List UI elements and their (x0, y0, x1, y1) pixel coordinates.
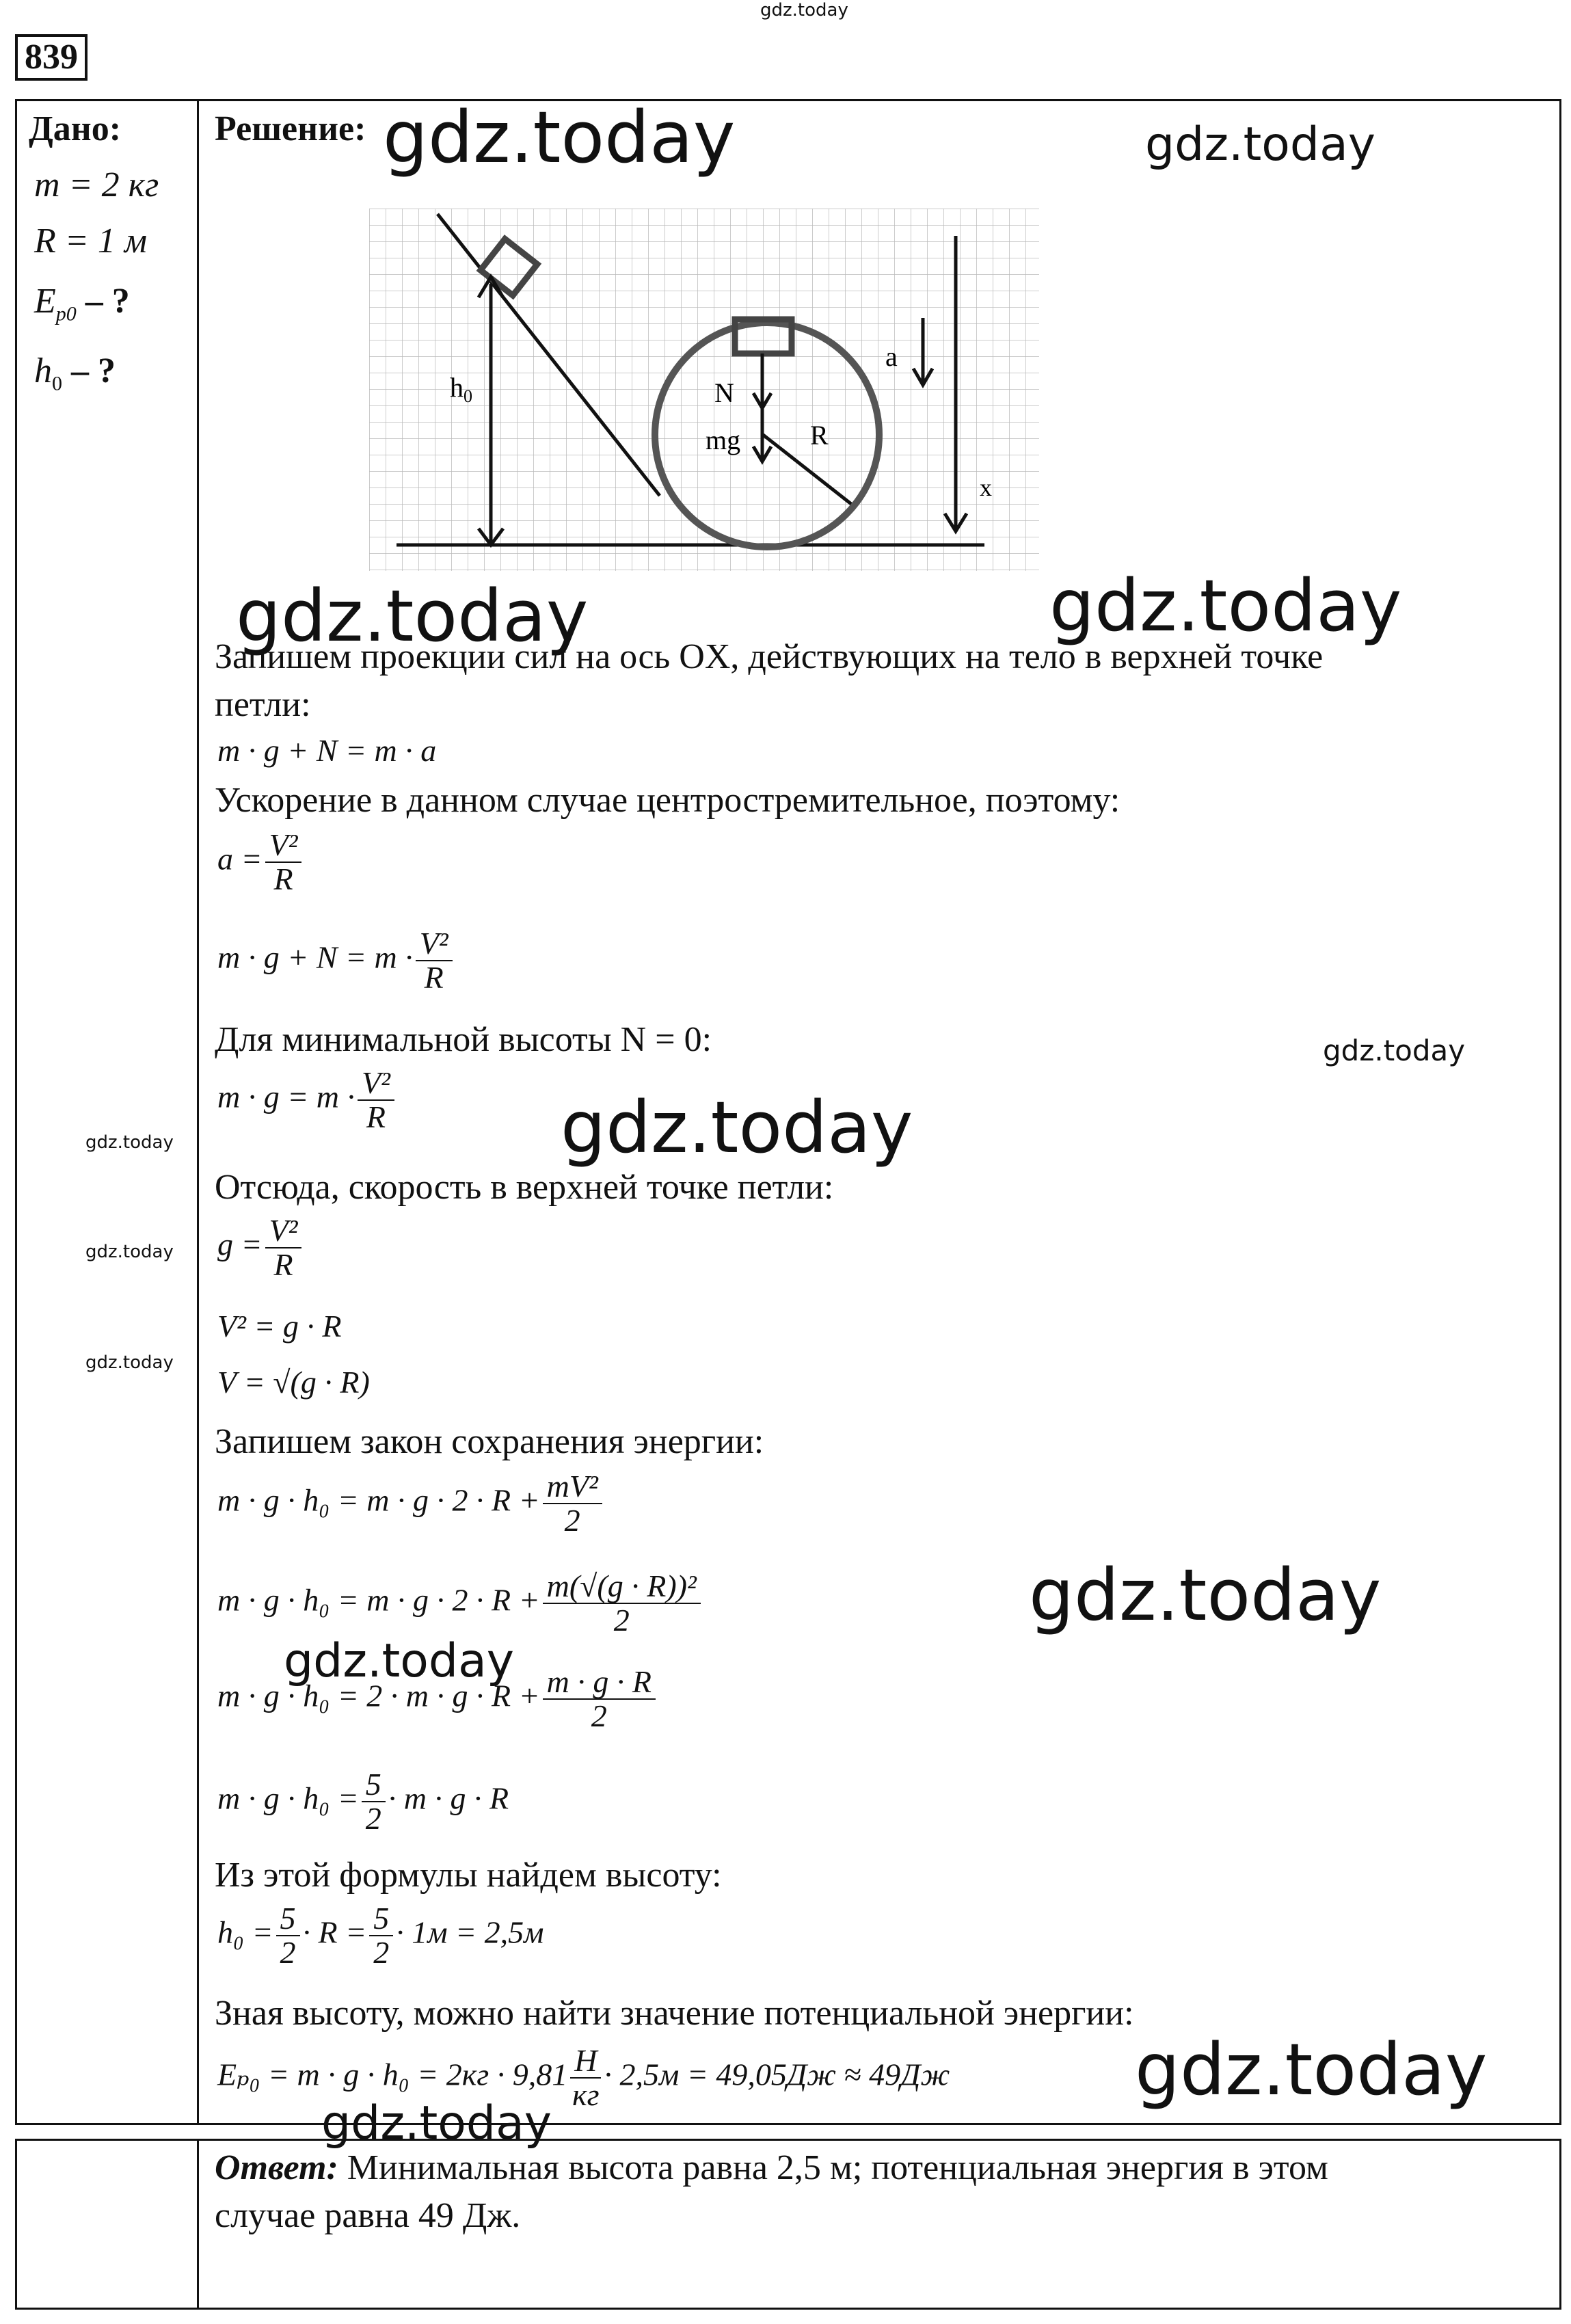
answer-line-2: случае равна 49 Дж. (215, 2196, 521, 2235)
para-2: Ускорение в данном случае центростремительное, поэтому: (215, 781, 1120, 820)
para-5: Запишем закон сохранения энергии: (215, 1422, 764, 1461)
given-radius: R = 1 м (34, 222, 148, 261)
watermark: gdz.today (236, 574, 589, 658)
answer-line-1: Ответ: Минимальная высота равна 2,5 м; потенциальная энергия в этом (215, 2148, 1328, 2187)
watermark: gdz.today (85, 1132, 174, 1153)
watermark: gdz.today (1323, 1034, 1466, 1067)
formula-13: Eₚ₀ = m · g · h₀ = 2кг · 9,81 $\frac{Н}{кг}$ · 2,5м = 49,05Дж ≈ 49Дж (217, 2043, 950, 2112)
mg-label: mg (706, 425, 741, 455)
para-3: Для минимальной высоты N = 0: (215, 1020, 712, 1059)
formula-2: a = $\frac{\text{V²}}{R}$ (217, 829, 304, 896)
site-label: gdz.today (760, 0, 848, 21)
problem-number: 839 (15, 34, 88, 81)
watermark: gdz.today (1145, 118, 1375, 172)
watermark: gdz.today (1135, 2028, 1488, 2111)
watermark: gdz.today (383, 96, 736, 179)
formula-9: m · g · h₀ = m · g · 2 · R + $\frac{\text{m(√(g · R))²}}{2}$ (217, 1570, 703, 1637)
formula-1: m · g + N = m · a (217, 733, 437, 768)
formula-3: m · g + N = m · $\frac{\text{V²}}{R}$ (217, 927, 455, 994)
para-7: Зная высоту, можно найти значение потенциальной энергии: (215, 1994, 1134, 2033)
watermark: gdz.today (561, 1086, 913, 1169)
h0-label: $h_0$ (450, 372, 472, 406)
loop-diagram (369, 209, 1039, 578)
given-title: Дано: (29, 109, 122, 148)
watermark: gdz.today (284, 1634, 514, 1688)
para-4: Отсюда, скорость в верхней точке петли: (215, 1168, 834, 1207)
R-label: R (810, 420, 829, 451)
given-mass: m = 2 кг (34, 165, 159, 204)
para-1b: петли: (215, 685, 311, 724)
a-label: a (885, 341, 898, 372)
formula-4: m · g = m · $\frac{\text{V²}}{R}$ (217, 1067, 397, 1134)
formula-10: m · g · h₀ = 2 · m · g · R + $\frac{m \cdot g \cdot R}{2}$ (217, 1666, 658, 1733)
para-1: Запишем проекции сил на ось OX, действующих на тело в верхней точке (215, 637, 1324, 676)
formula-6: V² = g · R (217, 1309, 342, 1344)
watermark: gdz.today (85, 1352, 174, 1373)
formula-5: g = $\frac{\text{V²}}{R}$ (217, 1214, 304, 1281)
given-height: $h_0$ – ? (34, 351, 116, 395)
column-divider (197, 99, 199, 2125)
formula-11: m · g · h₀ = $\frac{5}{2}$ · m · g · R (217, 1767, 509, 1836)
formula-12: h₀ = $\frac{5}{2}$ · R = $\frac{5}{2}$ · 1м = 2,5м (217, 1901, 544, 1970)
formula-8: m · g · h₀ = m · g · 2 · R + $\frac{\text{mV²}}{2}$ (217, 1470, 605, 1537)
watermark: gdz.today (321, 2096, 552, 2150)
watermark: gdz.today (1029, 1553, 1382, 1637)
watermark: gdz.today (1049, 564, 1402, 647)
x-label: x (980, 474, 992, 501)
para-6: Из этой формулы найдем высоту: (215, 1856, 722, 1895)
answer-column-divider (197, 2139, 199, 2310)
N-label: N (714, 377, 734, 408)
formula-7: V = √(g · R) (217, 1365, 370, 1400)
solution-title: Решение: (215, 109, 366, 148)
given-energy: $E_{p0}$ – ? (34, 282, 130, 325)
watermark: gdz.today (85, 1242, 174, 1262)
